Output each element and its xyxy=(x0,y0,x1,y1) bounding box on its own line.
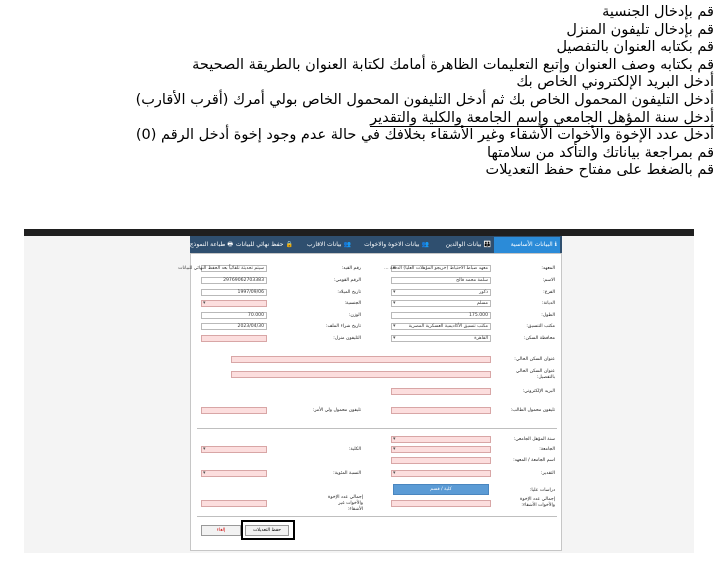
lock-icon: 🔒 xyxy=(285,241,293,248)
coordination-office-select[interactable]: ▾ مكتب تنسيق الأكاديمية العسكرية المصرية xyxy=(391,323,491,330)
instruction-line-underlined xyxy=(14,110,714,128)
instruction-line: أدخل البريد الإلكتروني الخاص بك xyxy=(516,74,714,91)
national-id-field[interactable]: 29769062703383 xyxy=(201,277,267,284)
browser-top-bar xyxy=(24,229,694,236)
label-file-purchase-date: تاريخ شراء الملف: xyxy=(325,324,361,329)
users-icon: 👥 xyxy=(421,241,429,248)
print-icon: 🖶 xyxy=(227,241,233,248)
label-percentage: النسبة المئوية: xyxy=(333,471,361,476)
label-graduation-year: سنة المؤهل الجامعي: xyxy=(513,437,555,442)
instruction-line: قم بمراجعة بياناتك والتأكد من سلامتها xyxy=(487,144,714,161)
label-weight: الوزن: xyxy=(348,313,361,318)
label-nationality: الجنسية: xyxy=(344,301,361,306)
label-email: البريد الإلكتروني: xyxy=(522,389,555,394)
label-guardian-mobile: تليفون محمول ولي الأمر: xyxy=(312,408,361,413)
tab-relatives-data[interactable] xyxy=(294,238,354,252)
section-divider xyxy=(197,516,557,517)
label-name: الاسم: xyxy=(542,278,555,283)
instruction-line: قم بالضغط على مفتاح حفظ التعديلات xyxy=(485,162,714,179)
tab-parents-data[interactable] xyxy=(430,238,494,252)
current-address-field[interactable] xyxy=(231,356,491,363)
cancel-button[interactable]: إلغاء xyxy=(201,525,241,536)
embedded-screenshot xyxy=(24,229,694,553)
email-field[interactable] xyxy=(391,388,491,395)
university-select[interactable] xyxy=(391,446,491,453)
save-changes-button[interactable]: حفظ التعديلات xyxy=(245,525,289,536)
tab-label: بيانات الاخوة والاخوات xyxy=(364,241,420,248)
height-field[interactable]: 175.000 xyxy=(391,312,491,319)
save-button-highlight-box xyxy=(241,520,295,540)
label-university-name: اسم الجامعة / المعهد: xyxy=(513,458,555,463)
label-grade: التقدير: xyxy=(540,471,555,476)
label-institute: المعهد: xyxy=(541,266,555,271)
label-residence-governorate: محافظة السكن: xyxy=(523,336,555,341)
label-student-mobile: تليفون محمول الطالب: xyxy=(510,408,555,413)
label-national-id: الرقم القومي: xyxy=(333,278,361,283)
religion-select[interactable]: ▾ مسلم xyxy=(391,300,491,307)
half-siblings-count-field[interactable] xyxy=(201,500,267,507)
instruction-line: قم بكتابه وصف العنوان وإتبع التعليمات الظاهرة أمامك لكتابة العنوان بالطريقة الصحيحة xyxy=(192,56,714,73)
section-divider xyxy=(197,428,557,429)
tab-label: بيانات الوالدين xyxy=(445,241,482,248)
grade-select[interactable] xyxy=(391,470,491,477)
tab-print-form[interactable] xyxy=(186,238,236,252)
basic-data-form xyxy=(178,253,562,551)
instruction-line: أدخل التليفون المحمول الخاص بك ثم أدخل التليفون المحمول الخاص بولي أمرك (أقرب الأقارب) xyxy=(135,91,714,108)
birth-date-field[interactable]: 1997/09/06 xyxy=(201,289,267,296)
label-current-address: عنوان السكن الحالي: xyxy=(514,357,555,362)
faculty-select[interactable] xyxy=(201,446,267,453)
nationality-select[interactable] xyxy=(201,300,267,307)
label-full-siblings-count: إجمالي عدد الإخوة والأخوات الأشقاء: xyxy=(519,497,555,508)
tab-label: البيانات الأساسية xyxy=(510,241,553,248)
label-height: الطول: xyxy=(541,313,555,318)
tab-bar xyxy=(190,236,562,253)
file-purchase-date-field[interactable]: 2023/04/30 xyxy=(201,323,267,330)
label-address-details: عنوان السكن الحالي بالتفصيل: xyxy=(515,369,555,380)
full-siblings-count-field[interactable] xyxy=(391,500,491,507)
residence-governorate-select[interactable]: ▾ القاهرة xyxy=(391,335,491,342)
tab-siblings-data[interactable] xyxy=(352,238,432,252)
registration-number-field: سيتم تحديثة تلقائياً بعد الحفظ النهائي للبيانات xyxy=(201,265,267,272)
student-mobile-field[interactable] xyxy=(391,407,491,414)
instruction-line: قم بإدخال تليفون المنزل xyxy=(566,21,714,38)
tab-label: بيانات الاقارب xyxy=(306,241,342,248)
info-icon: ℹ xyxy=(554,241,557,248)
tab-label: طباعة النموذج xyxy=(189,241,226,248)
dropdown-highlighted-option[interactable]: كلية / قسم xyxy=(393,484,489,495)
label-university: الجامعة: xyxy=(539,447,555,452)
percentage-select[interactable] xyxy=(201,470,267,477)
weight-field[interactable]: 70.000 xyxy=(201,312,267,319)
label-coordination-office: مكتب التنسيق: xyxy=(526,324,555,329)
label-home-phone: التليفون منزل: xyxy=(333,336,361,341)
address-details-field[interactable] xyxy=(231,371,491,378)
tab-label: حفظ نهائي للبيانات xyxy=(235,241,284,248)
tab-basic-data[interactable] xyxy=(494,237,560,253)
label-faculty: الكلية: xyxy=(348,447,361,452)
university-name-field[interactable] xyxy=(391,457,491,464)
label-half-siblings-count: إجمالي عدد الإخوة والأخوات غير الأشقاء: xyxy=(327,495,363,512)
instruction-line: أدخل عدد الإخوة والأخوات الأشقاء وغير الأشقاء بخلافك في حالة عدم وجود إخوة أدخل الرقم (0) xyxy=(135,127,714,144)
family-icon: 👪 xyxy=(483,241,491,248)
label-postgraduate: دراسات عليا: xyxy=(529,488,555,493)
users-icon: 👥 xyxy=(343,241,351,248)
label-branch: الفرع: xyxy=(543,290,555,295)
graduation-year-select[interactable] xyxy=(391,436,491,443)
institute-select[interactable]: ▾ معهد ضباط الاحتياط (خريجو المؤهلات العليا) الدفعة ... xyxy=(391,265,491,272)
name-field[interactable]: سلمة محمد فالح xyxy=(391,277,491,284)
instructions-text xyxy=(14,4,714,180)
branch-select[interactable]: ▾ ذكور xyxy=(391,289,491,296)
home-phone-field[interactable] xyxy=(201,335,267,342)
guardian-mobile-field[interactable] xyxy=(201,407,267,414)
instruction-line: قم بإدخال الجنسية xyxy=(602,4,714,20)
label-registration-number: رقم القيد: xyxy=(341,266,361,271)
label-religion: الديانة: xyxy=(541,301,555,306)
tab-final-save[interactable] xyxy=(232,238,296,252)
instruction-line: أدخل سنة المؤهل الجامعي وإسم الجامعة والكلية والتقدير xyxy=(370,109,714,126)
label-birth-date: تاريخ الميلاد: xyxy=(337,290,361,295)
instruction-line: قم بكتابه العنوان بالتفصيل xyxy=(556,39,714,56)
